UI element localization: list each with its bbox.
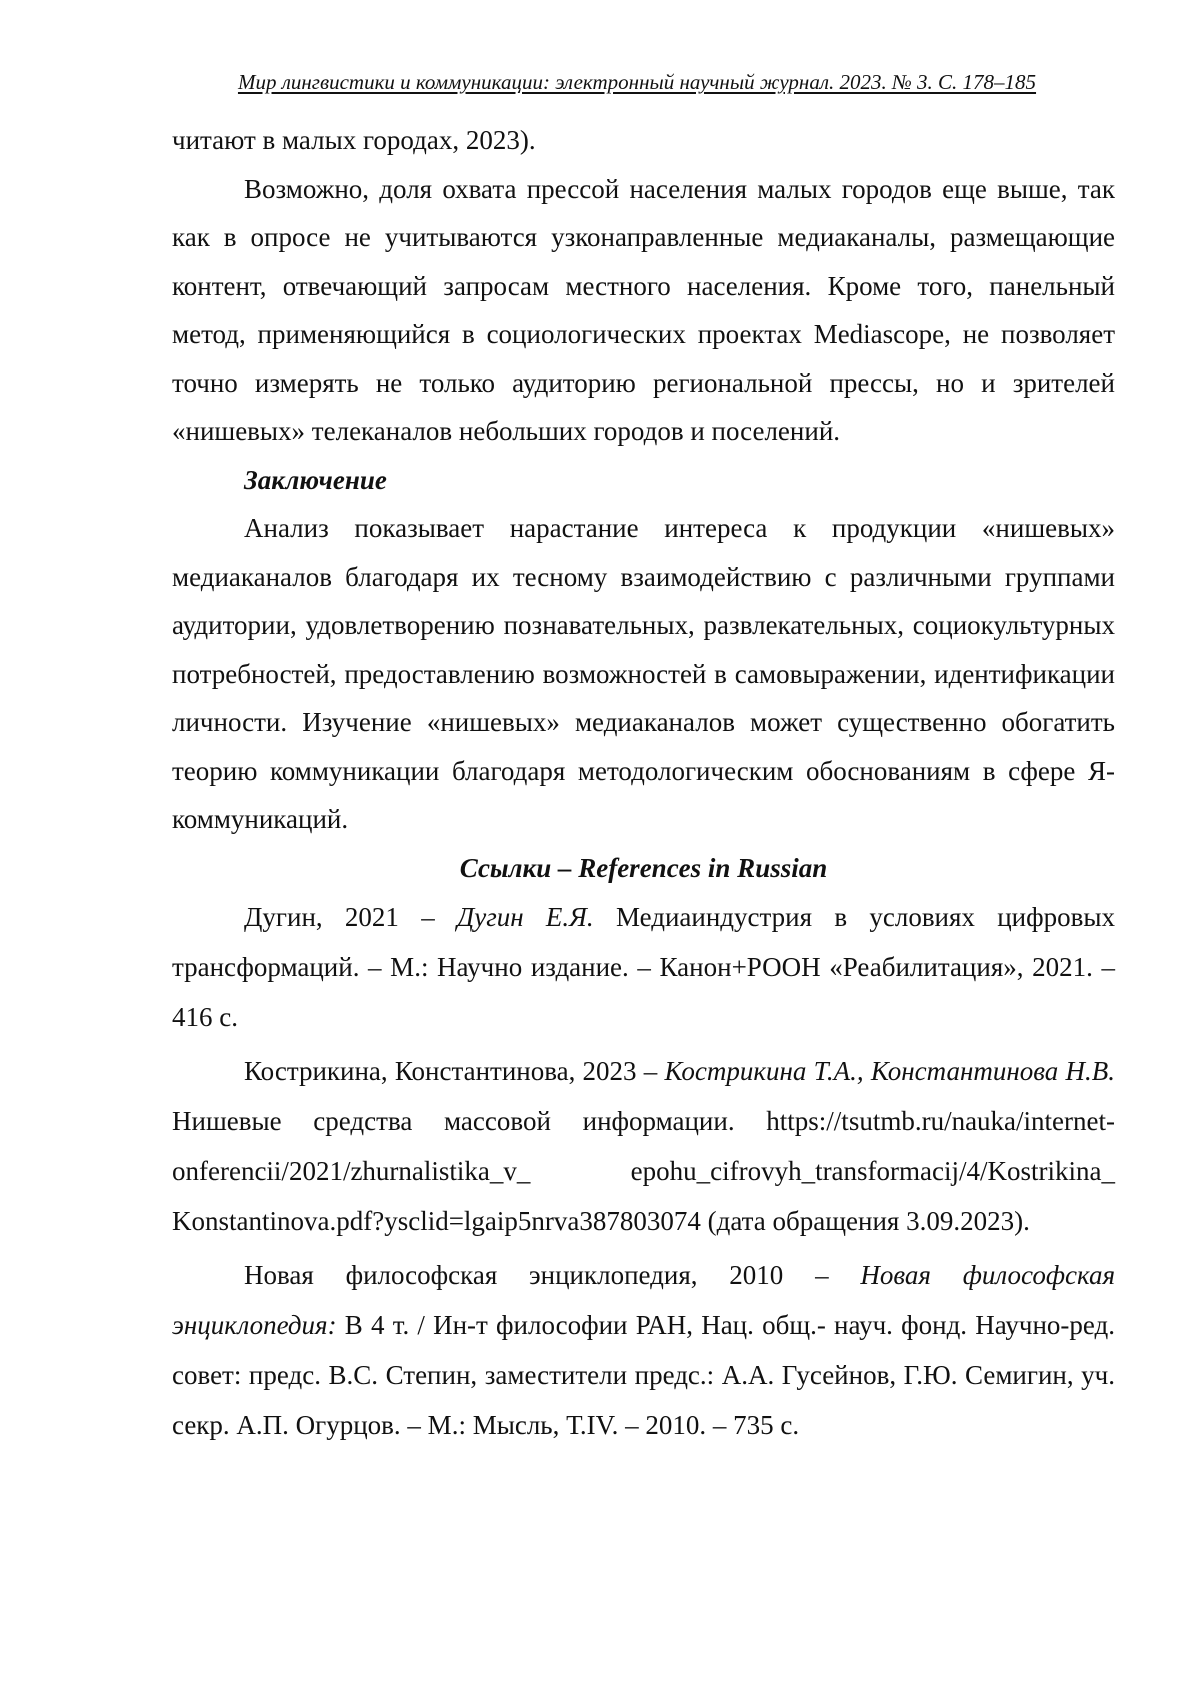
- paragraph: Возможно, доля охвата прессой населения малых городов еще выше, так как в опросе не учитываются узконаправленные медиаканалы, размещающие контент, отвечающий запросам местного населения. Кроме того, панельный метод, применяющийся в социологических проектах Mediascope, не позволяет точно измерять не только аудиторию региональной прессы, но и зрителей «нишевых» телеканалов небольших городов и поселений.: [172, 173, 1115, 446]
- reference-authors: Новая философская энциклопедия:: [172, 1260, 1115, 1340]
- paragraph-conclusion: Анализ показывает нарастание интереса к продукции «нишевых» медиаканалов благодаря их тесному взаимодействию с различными группами аудитории, удовлетворению познавательных, развлекательных, социокультурных потребностей, предоставлению возможностей в самовыражении, идентификации личности. Изучение «нишевых» медиаканалов может существенно обогатить теорию коммуникации благодаря методологическим обоснованиям в сфере Я-коммуникаций.: [172, 513, 1115, 834]
- reference-lead: Новая философская энциклопедия, 2010 –: [244, 1260, 861, 1290]
- continued-paragraph: читают в малых городах, 2023).: [172, 125, 536, 155]
- reference-details: Нишевые средства массовой информации. https://tsutmb.ru/nauka/internet-onferencii/2021/zhurnalistika_v_ epohu_cifrovyh_transformacij/4/Kostrikina_ Konstantinova.pdf?ysclid=lgaip5nrva387803074 (дата обращения 3.09.2023).: [172, 1106, 1115, 1236]
- reference-lead: Дугин, 2021 –: [244, 902, 458, 932]
- reference-item: [172, 1046, 1115, 1246]
- article-body: [172, 116, 1115, 1450]
- section-heading-conclusion: Заключение: [244, 464, 387, 495]
- reference-authors: Дугин Е.Я.: [457, 902, 594, 932]
- reference-details: Медиаиндустрия в условиях цифровых трансформаций. – М.: Научно издание. – Канон+РООН «Реабилитация», 2021. – 416 с.: [172, 902, 1116, 1032]
- reference-item: [172, 892, 1115, 1042]
- reference-lead: Кострикина, Константинова, 2023 –: [244, 1056, 665, 1086]
- reference-details: В 4 т. / Ин-т философии РАН, Нац. общ.- науч. фонд. Научно-ред. совет: предс. В.С. Степин, заместители предс.: А.А. Гусейнов, Г.Ю. Семигин, уч. секр. А.П. Огурцов. – М.: Мысль, Т.IV. – 2010. – 735 с.: [172, 1310, 1115, 1440]
- references-heading: Ссылки – References in Russian: [459, 852, 828, 883]
- reference-authors: Кострикина Т.А., Константинова Н.В.: [664, 1056, 1116, 1086]
- reference-item: [172, 1250, 1115, 1450]
- journal-running-title: Мир лингвистики и коммуникации: электронный научный журнал. 2023. № 3. С. 178–185: [237, 70, 1037, 94]
